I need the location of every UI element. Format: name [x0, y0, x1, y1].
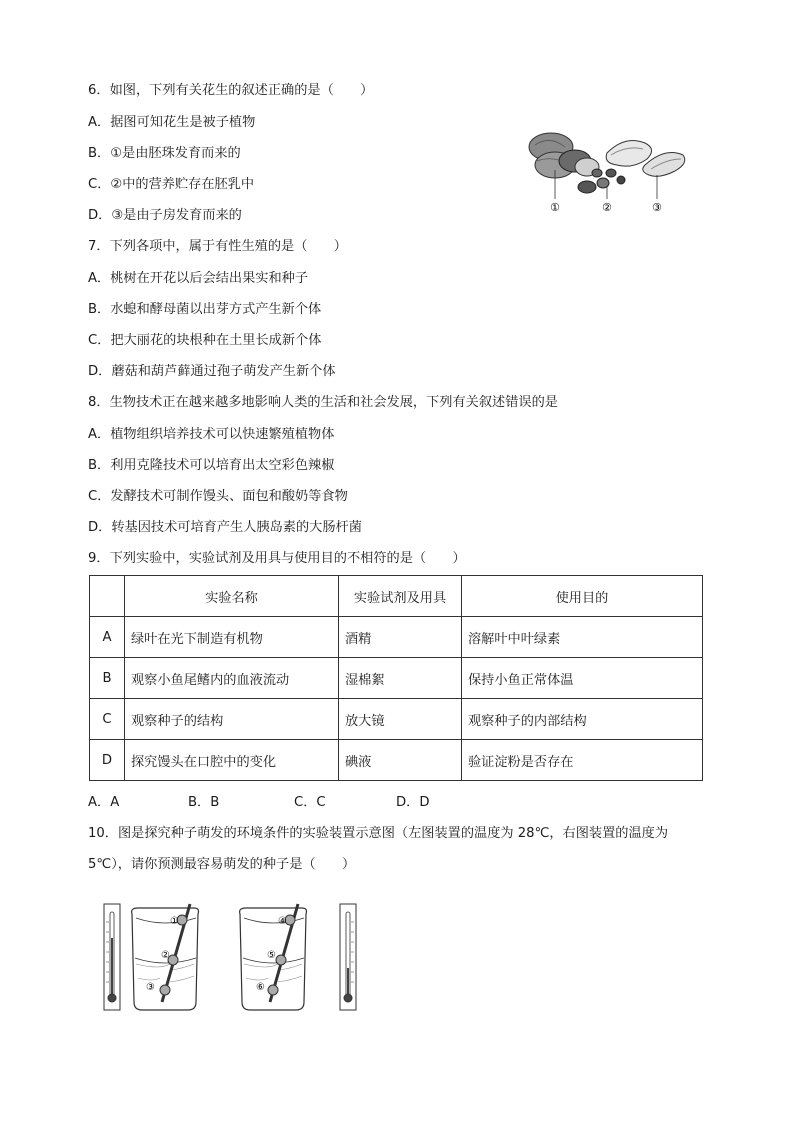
q9-option-d: D．D [396, 795, 430, 810]
q8-option-a: A．植物组织培养技术可以快速繁殖植物体 [88, 427, 335, 442]
figure-label-1: ① [170, 916, 179, 927]
table-header-cell: 实验试剂及用具 [339, 576, 462, 617]
table-cell: 溶解叶中叶绿素 [462, 617, 703, 658]
table-cell: 酒精 [339, 617, 462, 658]
table-header-row [90, 576, 703, 617]
q7-option-a: A．桃树在开花以后会结出果实和种子 [88, 271, 309, 286]
peanut-pod-icon [529, 133, 599, 178]
figure-label-2: ② [161, 950, 170, 961]
figure-label-2: ② [602, 201, 612, 214]
table-cell: 验证淀粉是否存在 [462, 740, 703, 781]
q6-option-b: B．①是由胚珠发育而来的 [88, 146, 241, 161]
q10-stem-line1: 10．图是探究种子萌发的环境条件的实验装置示意图（左图装置的温度为 28℃，右图装置的温度为 [88, 826, 669, 841]
q8-option-b: B．利用克隆技术可以培育出太空彩色辣椒 [88, 458, 335, 473]
table-cell: 绿叶在光下制造有机物 [125, 617, 339, 658]
experiment-table [89, 575, 703, 781]
table-cell: 碘液 [339, 740, 462, 781]
q8-option-d: D．转基因技术可培育产生人胰岛素的大肠杆菌 [88, 520, 362, 535]
q8-option-c: C．发酵技术可制作馒头、面包和酸奶等食物 [88, 489, 348, 504]
figure-label-3: ③ [146, 982, 155, 993]
q7-stem: 7．下列各项中，属于有性生殖的是（ ） [88, 239, 347, 254]
germination-apparatus-figure [100, 898, 365, 1016]
table-header-cell: 使用目的 [462, 576, 703, 617]
table-cell: 观察小鱼尾鳍内的血液流动 [125, 658, 339, 699]
q9-option-c: C．C [294, 795, 326, 810]
table-cell: 保持小鱼正常体温 [462, 658, 703, 699]
q7-option-d: D．蘑菇和葫芦藓通过孢子萌发产生新个体 [88, 364, 336, 379]
q6-option-a: A．据图可知花生是被子植物 [88, 115, 256, 130]
table-cell: 观察种子的结构 [125, 699, 339, 740]
q6-option-c: C．②中的营养贮存在胚乳中 [88, 177, 255, 192]
thermometer-icon [340, 904, 356, 1010]
table-row [90, 617, 703, 658]
q6-stem: 6．如图，下列有关花生的叙述正确的是（ ） [88, 83, 374, 98]
table-cell: C [90, 699, 125, 740]
thermometer-icon [104, 904, 120, 1010]
figure-label-1: ① [550, 201, 560, 214]
table-cell: A [90, 617, 125, 658]
figure-label-5: ⑤ [267, 950, 276, 961]
q6-option-d: D．③是由子房发育而来的 [88, 208, 242, 223]
table-cell: 探究馒头在口腔中的变化 [125, 740, 339, 781]
q7-option-c: C．把大丽花的块根种在土里长成新个体 [88, 333, 322, 348]
table-cell: B [90, 658, 125, 699]
figure-label-6: ⑥ [256, 982, 265, 993]
q8-stem: 8．生物技术正在越来越多地影响人类的生活和社会发展，下列有关叙述错误的是 [88, 395, 558, 410]
peanut-figure [525, 125, 690, 215]
table-header-cell [90, 576, 125, 617]
q9-option-b: B．B [188, 795, 220, 810]
peanut-shell-icon [606, 141, 685, 177]
table-cell: 观察种子的内部结构 [462, 699, 703, 740]
table-cell: 放大镜 [339, 699, 462, 740]
q9-option-a: A．A [88, 795, 120, 810]
figure-label-4: ④ [278, 916, 287, 927]
table-cell: 湿棉絮 [339, 658, 462, 699]
table-row [90, 740, 703, 781]
table-cell: D [90, 740, 125, 781]
table-row [90, 699, 703, 740]
q10-stem-line2: 5℃），请你预测最容易萌发的种子是（ ） [88, 857, 356, 872]
table-row [90, 658, 703, 699]
table-header-cell: 实验名称 [125, 576, 339, 617]
q7-option-b: B．水螅和酵母菌以出芽方式产生新个体 [88, 302, 322, 317]
q9-stem: 9．下列实验中，实验试剂及用具与使用目的不相符的是（ ） [88, 551, 466, 566]
figure-label-3: ③ [652, 201, 662, 214]
